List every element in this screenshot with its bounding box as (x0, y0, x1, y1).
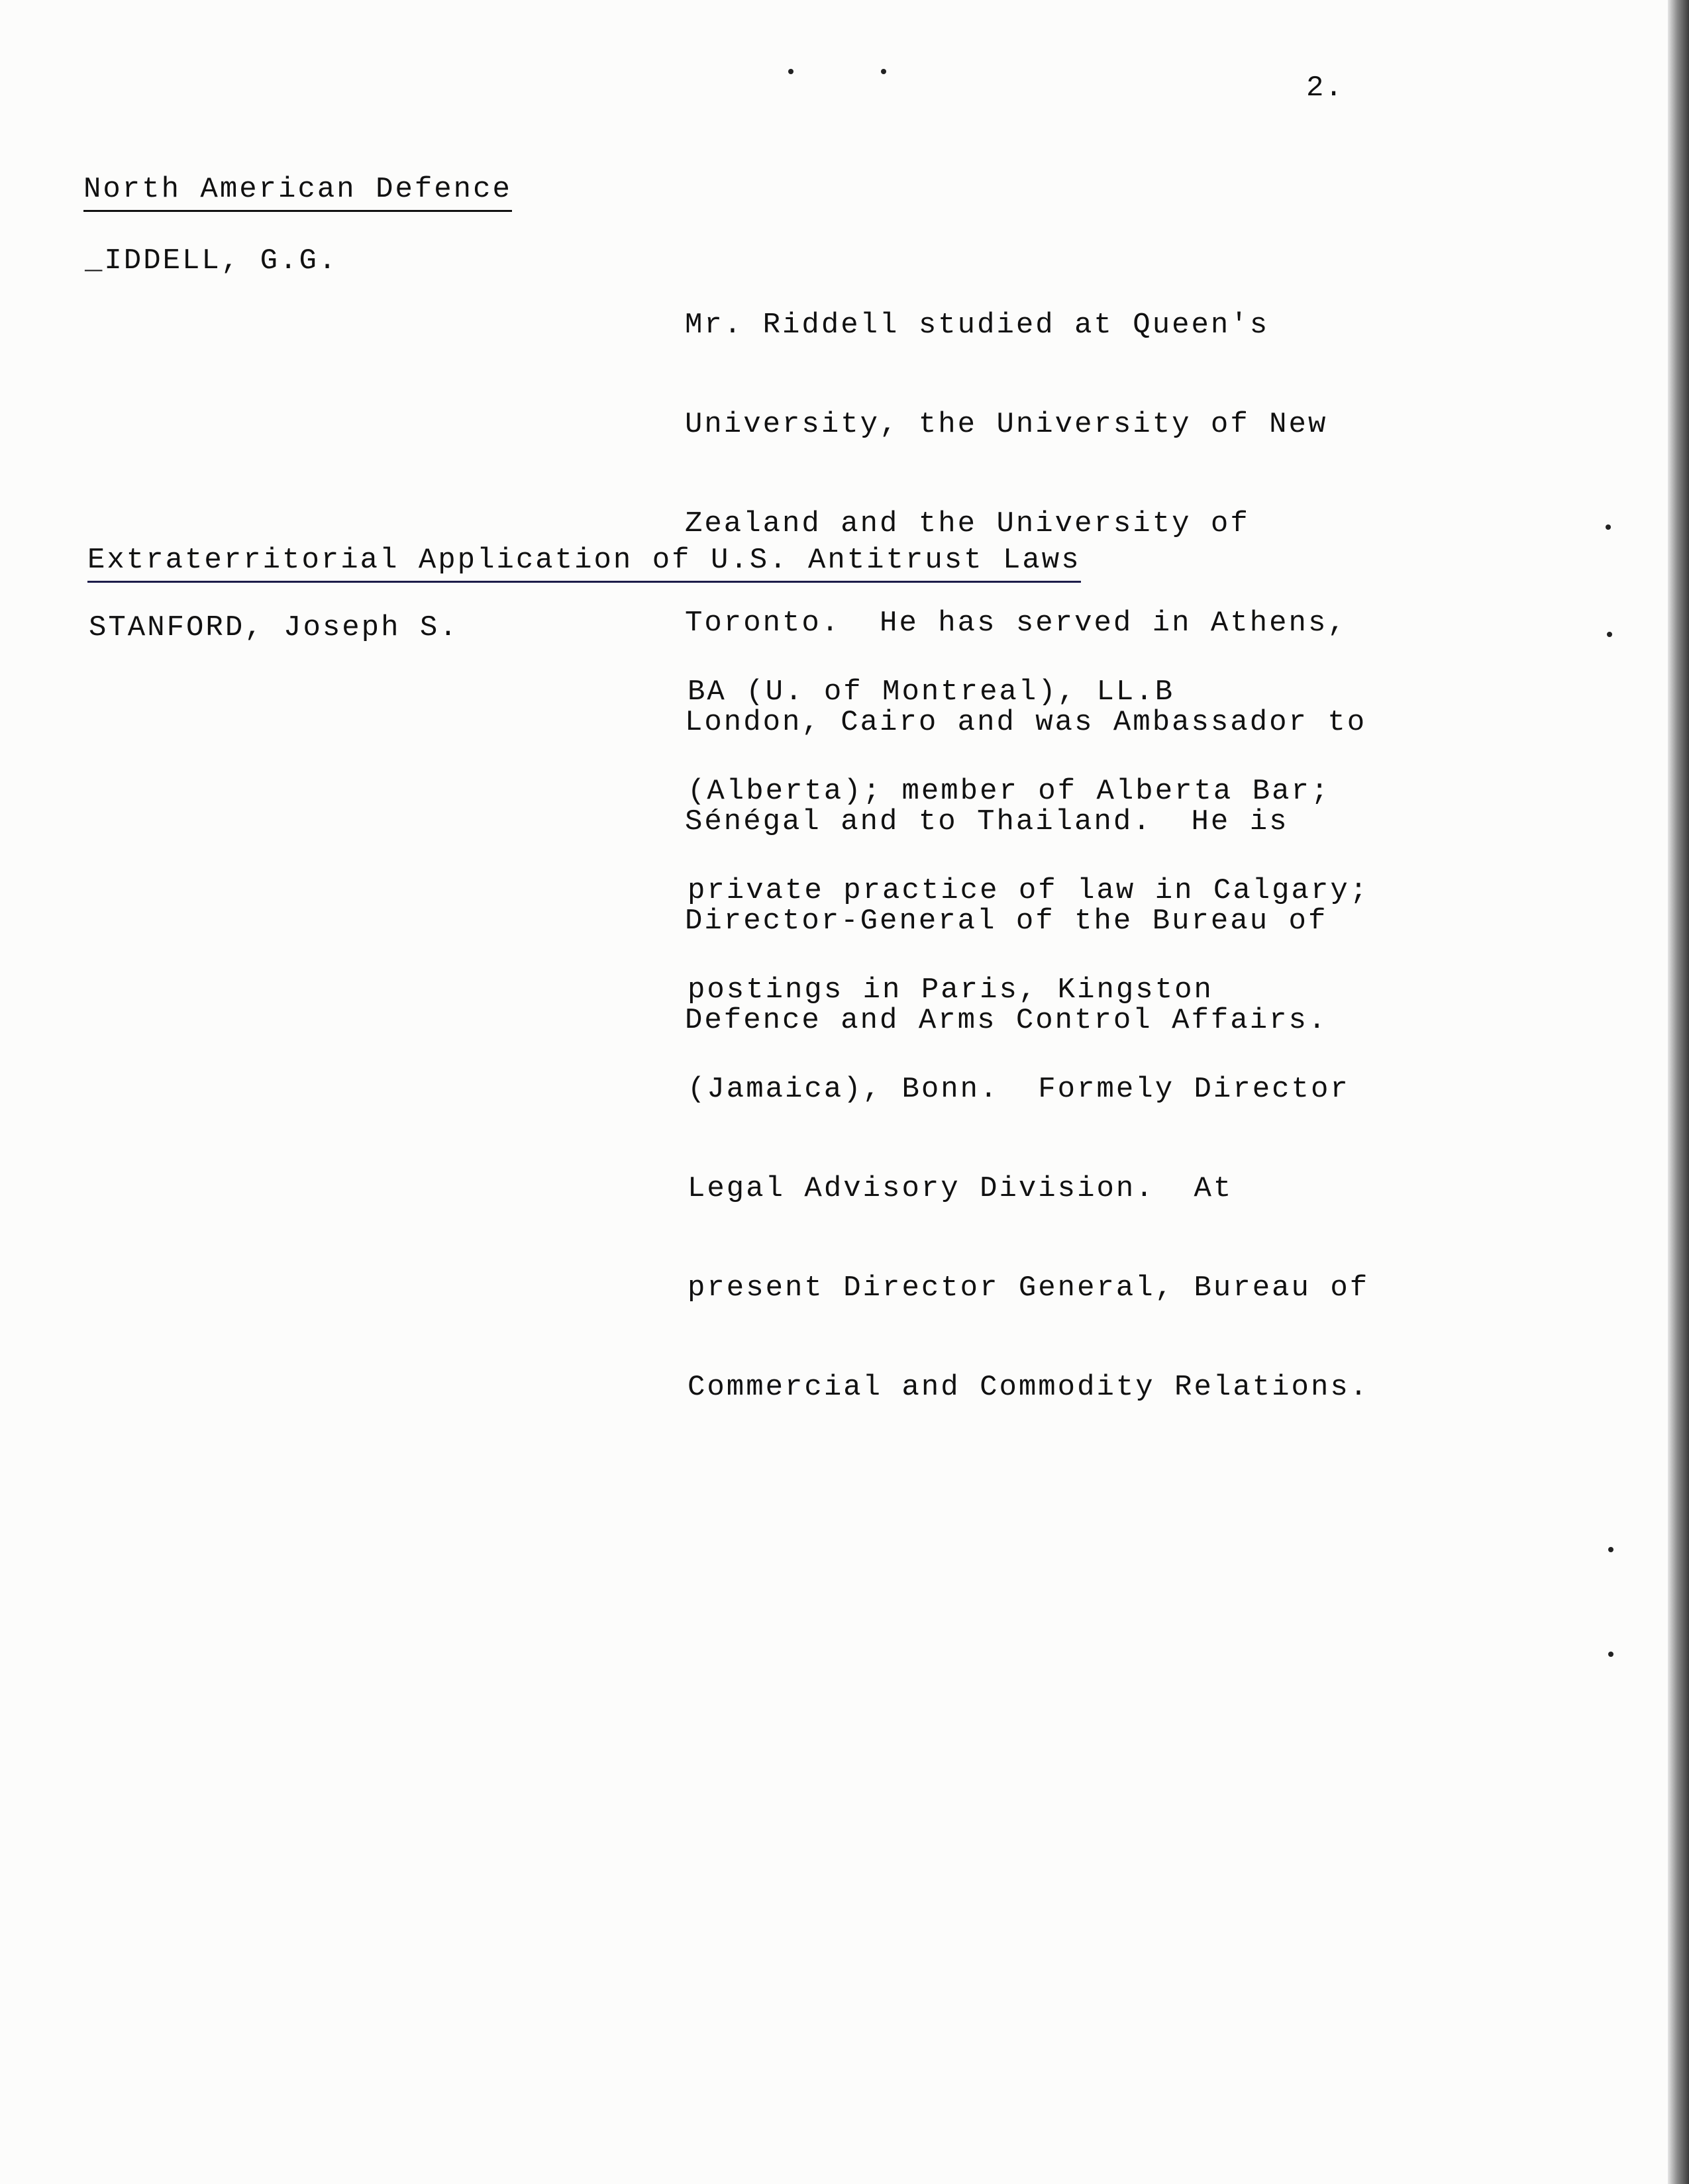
page-number: 2. (1306, 72, 1344, 105)
bio-line: (Jamaica), Bonn. Formely Director (688, 1073, 1350, 1106)
scan-speck (788, 69, 793, 74)
section-heading (83, 171, 512, 208)
scan-speck (1608, 1652, 1613, 1657)
bio-line: postings in Paris, Kingston (688, 973, 1213, 1007)
section-heading (87, 542, 1081, 579)
bio-line: Sénégal and to Thailand. He is (685, 805, 1289, 838)
scan-speck (881, 69, 886, 74)
bio-line: University, the University of New (685, 408, 1328, 441)
person-name: STANFORD, Joseph S. (89, 611, 459, 644)
bio-line: Legal Advisory Division. At (688, 1172, 1233, 1205)
bio-line: Zealand and the University of (685, 507, 1250, 540)
bio-line: present Director General, Bureau of (688, 1271, 1370, 1305)
scan-edge-shadow (1668, 0, 1689, 2184)
person-bio (688, 609, 1369, 1470)
section-heading-text: North American Defence (83, 173, 512, 206)
bio-line: BA (U. of Montreal), LL.B (688, 675, 1175, 709)
bio-line: private practice of law in Calgary; (688, 874, 1370, 907)
bio-line: Commercial and Commodity Relations. (688, 1371, 1370, 1404)
heading-underline (87, 581, 1081, 583)
heading-underline (83, 210, 512, 212)
bio-line: London, Cairo and was Ambassador to (685, 706, 1367, 739)
scan-speck (1607, 632, 1612, 637)
bio-line: Toronto. He has served in Athens, (685, 607, 1347, 640)
bio-line: Director-General of the Bureau of (685, 905, 1328, 938)
bio-line: Defence and Arms Control Affairs. (685, 1004, 1328, 1037)
scan-speck (1608, 1547, 1613, 1552)
bio-line: (Alberta); member of Alberta Bar; (688, 775, 1331, 808)
scan-speck (1606, 524, 1611, 530)
bio-line: Mr. Riddell studied at Queen's (685, 309, 1270, 342)
person-name: _IDDELL, G.G. (85, 244, 338, 277)
section-heading-text: Extraterritorial Application of U.S. Antitrust Laws (87, 544, 1081, 577)
